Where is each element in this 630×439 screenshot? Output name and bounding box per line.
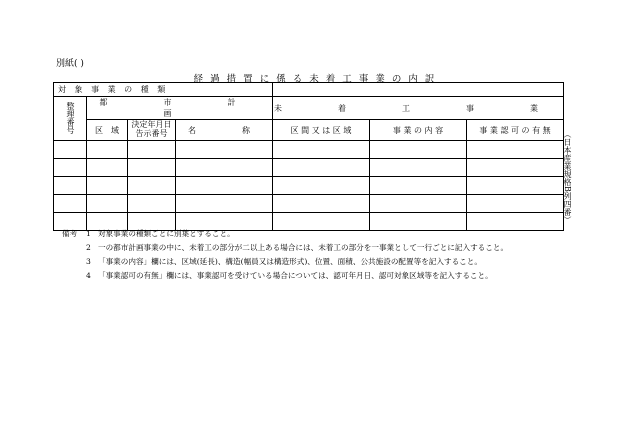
cell[interactable] [87,177,128,195]
cell[interactable] [128,159,176,177]
col-kettei [128,120,176,141]
cell[interactable] [273,195,370,213]
cell[interactable] [54,159,87,177]
cell[interactable] [273,177,370,195]
cell[interactable] [176,141,273,159]
cell[interactable] [54,177,87,195]
cell[interactable] [467,159,564,177]
cell[interactable] [54,195,87,213]
table-row [54,195,564,213]
header-row-2 [54,120,564,141]
cell[interactable] [370,141,467,159]
remark-text: 「事業の内容」欄には、区域(延長)、構造(幅員又は構造形式)、位置、面積、公共施設の配置等を記入すること。 [98,257,482,266]
cell[interactable] [467,177,564,195]
table-row [54,141,564,159]
col-naiyo: 事 業 の 内 容 [370,120,467,141]
form-label: 別紙( ) [56,59,84,69]
remark-num: 1 [86,229,91,238]
header-row-1 [54,97,564,120]
remarks [62,228,508,284]
cell[interactable] [467,141,564,159]
group-michakko-jigyo: 未 着 工 事 業 [273,97,564,120]
paper-size-note: （日本産業規格B列四番） [563,130,572,224]
cell[interactable] [176,159,273,177]
remark-num: 4 [86,271,91,280]
remarks-head: 備考 [62,229,78,238]
cell[interactable] [273,141,370,159]
cell[interactable] [87,141,128,159]
col-kettei-line1: 決定年月日 [131,120,172,130]
kind-label: 対 象 事 業 の 種 類 [54,83,273,97]
remark-text: 一の都市計画事業の中に、未着工の部分が二以上ある場合には、未着工の部分を一事業として一行ごとに記入すること。 [98,243,509,252]
table-row [54,177,564,195]
cell[interactable] [128,177,176,195]
breakdown-table [53,82,564,231]
group-toshi-keikaku: 都 市 計 画 [87,97,273,120]
cell[interactable] [128,195,176,213]
remark-item [62,256,508,270]
remark-item [62,242,508,256]
seiri-header: 整理番号 [54,97,87,141]
remark-num: 3 [86,257,91,266]
remark-text: 「事業認可の有無」欄には、事業認可を受けている場合については、認可年月日、認可対象区域等を記入すること。 [98,271,493,280]
document-title: 経 過 措 置 に 係 る 未 着 工 事 業 の 内 訳 [193,74,437,85]
cell[interactable] [370,159,467,177]
table-row [54,159,564,177]
cell[interactable] [370,177,467,195]
col-kettei-line2: 告示番号 [135,129,168,138]
remark-item [62,228,508,242]
col-meisho: 名 称 [176,120,273,141]
remark-num: 2 [86,243,91,252]
kind-row [54,83,564,97]
remark-text: 対象事業の種類ごとに別葉とすること。 [98,229,235,238]
cell[interactable] [87,195,128,213]
cell[interactable] [128,141,176,159]
cell[interactable] [370,195,467,213]
kind-value-cell[interactable] [273,83,564,97]
cell[interactable] [273,159,370,177]
col-kuiki: 区 域 [87,120,128,141]
col-ninka: 事 業 認 可 の 有 無 [467,120,564,141]
remark-item [62,270,508,284]
col-kukan: 区 間 又 は 区 域 [273,120,370,141]
cell[interactable] [54,141,87,159]
cell[interactable] [176,195,273,213]
cell[interactable] [87,159,128,177]
cell[interactable] [467,195,564,213]
cell[interactable] [176,177,273,195]
